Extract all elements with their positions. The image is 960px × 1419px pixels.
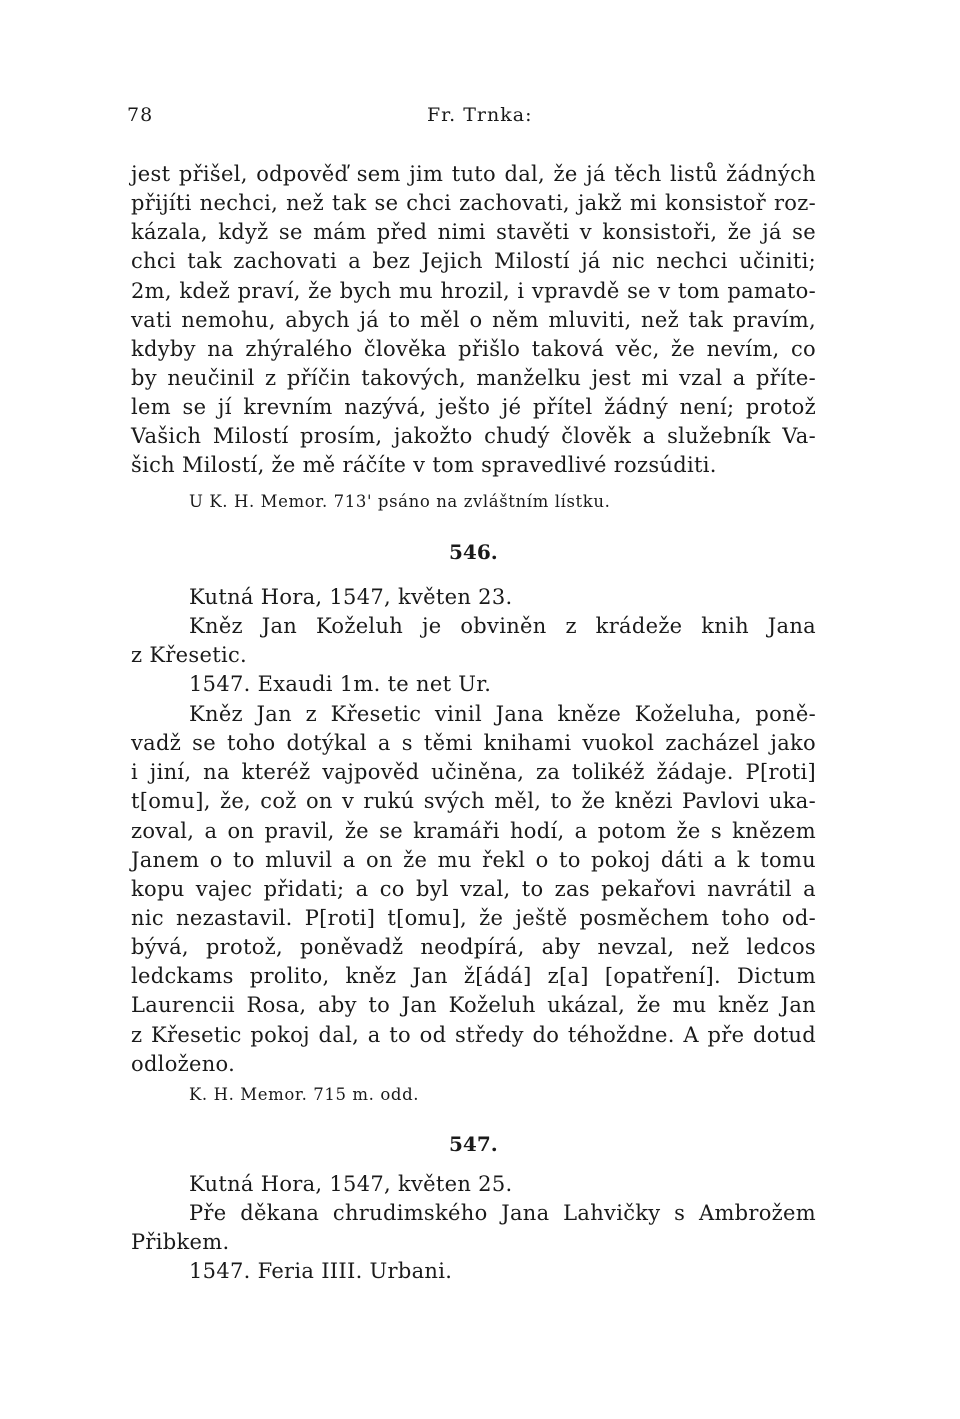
running-title: Fr. Trnka: [427,104,533,126]
text-line: zoval, a on pravil, že se kramáři hodí, a potom že s knězem [131,818,816,843]
text-line: Janem o to mluvil a on že mu řekl o to pokoj dáti a k tomu [131,847,816,872]
summary-line: Přibkem. [131,1230,230,1255]
doc546-heading [131,583,816,700]
text-line: z Křesetic pokoj dal, a to od středy do téhoždne. A pře dotud [131,1022,816,1047]
page-number: 78 [127,104,154,126]
text-line: nic nezastavil. P[roti] t[omu], že ještě posměchem toho od- [131,905,816,930]
text-line: šich Milostí, že mě ráčíte v tom spravedlivé rozsúditi. [131,453,717,478]
summary-line: Kněz Jan Koželuh je obviněn z krádeže knih Jana [189,614,816,639]
text-line: 2m, kdež praví, že bych mu hrozil, i vpravdě se v tom pamato- [131,278,816,303]
text-line: lem se jí krevním nazývá, ješto jé přítel žádný není; protož [131,395,816,420]
text-line: odloženo. [131,1051,236,1076]
doc545-text [131,160,816,481]
text-line: ledckams prolito, kněz Jan ž[ádá] z[a] [opatření]. Dictum [131,964,816,989]
text-line: t[omu], že, což on v rukú svých měl, to že knězi Pavlovi uka- [131,789,816,814]
text-line: i jiní, na kteréž vajpověd učiněna, za tolikéž žádaje. P[roti] [131,760,816,785]
document-number: 547. [449,1132,498,1156]
summary-line: Pře děkana chrudimského Jana Lahvičky s Ambrožem [189,1201,816,1226]
text-line: by neučinil z příčin takových, manželku jest mi vzal a příte- [131,365,816,390]
doc546-text [131,700,816,1079]
dating-line: 1547. Feria IIII. Urbani. [189,1259,453,1284]
place-date: Kutná Hora, 1547, květen 25. [189,1172,513,1196]
doc547-heading [131,1170,816,1287]
text-line: kopu vajec přidati; a co byl vzal, to zas pekařovi navrátil a [131,876,816,901]
text-line: Laurencii Rosa, aby to Jan Koželuh ukázal, že mu kněz Jan [131,993,816,1018]
text-line: vati nemohu, abych já to měl o něm mluviti, než tak pravím, [131,307,816,332]
text-line: jest přišel, odpověď sem jim tuto dal, že já těch listů žádných [131,162,816,186]
source-note: U K. H. Memor. 713' psáno na zvláštním lístku. [189,492,611,511]
text-line: vadž se toho dotýkal a s těmi knihami vuokol zacházel jako [131,731,816,756]
text-line: chci tak zachovati a bez Jejich Milostí já nic nechci učiniti; [131,249,816,274]
summary-line: z Křesetic. [131,643,247,668]
place-date: Kutná Hora, 1547, květen 23. [189,585,513,609]
text-line: přijíti nechci, než tak se chci zachovati, jakž mi konsistoř roz- [131,191,816,216]
source-note: K. H. Memor. 715 m. odd. [189,1085,420,1104]
text-line: kdyby na zhýralého člověka přišlo taková věc, že nevím, co [131,336,816,361]
text-line: Kněz Jan z Křesetic vinil Jana kněze Koželuha, poně- [189,702,816,726]
document-number: 546. [449,540,498,564]
text-line: bývá, protož, poněvadž neodpírá, aby nevzal, než ledcos [131,935,816,960]
dating-line: 1547. Exaudi 1m. te net Ur. [189,672,492,697]
text-line: Vašich Milostí prosím, jakožto chudý člověk a služebník Va- [131,424,816,449]
text-line: kázala, když se mám před nimi stavěti v konsistoři, že já se [131,220,816,245]
